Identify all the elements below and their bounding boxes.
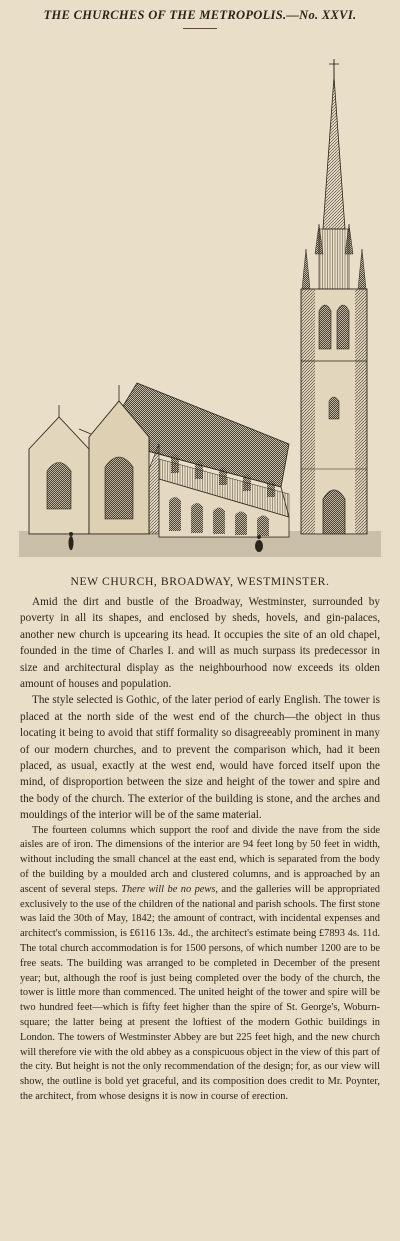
church-engraving: [19, 49, 381, 561]
spire: [302, 59, 366, 289]
article-paragraph-1: Amid the dirt and bustle of the Broadway, Westminster, surrounded by poverty in all its shapes, and enclosed by sheds, hovels, and gin-palaces, another new church is upcearing its head. It occupies the site of an old chapel, founded in the time of Charles I. and will as much surpass its predecessor in size and architectural display as the neighbourhood now exceeds its olden amount of houses and population.: [20, 596, 380, 691]
article-paragraph-3: [20, 824, 380, 1105]
article-paragraph-3-part-b: and the galleries will be appropriated exclusively to the use of the children of the national and parish schools. The first stone was laid the 30th of May, 1842; the amount of contract, with incidental expenses and architect's commission, is £6116 13s. 4d., the architect's estimate being £7893 4s. 11d. The total church accommodation is for 1500 persons, of which number 1200 are to be free seats. The building was arranged to be completed in December of the present year; but, although the roof is just being completed over the body of the church, the tower is little more than commenced. The united height of the tower and spire will be two hundred feet—which is fifty feet higher than the spire of St. George's, Woburn-square; the latter being at present the loftiest of the modern Gothic buildings in London. The towers of Westminster Abbey are but 225 feet high, and the new church will therefore vie with the old abbey as a conspicuous object in the view of this part of the city. But height is not the only recommendation of the design; for, as our view will show, the outline is bold yet graceful, and its composition does credit to Mr. Poynter, the architect, from whose designs it is now in course of erection.: [20, 883, 380, 1103]
article-paragraph-3-part-a: The fourteen columns which support the roof and divide the nave from the side aisles are of iron. The dimensions of the interior are 94 feet long by 50 feet in width, without including the small chancel at the east end, which is separated from the body of the building by a moulded arch and clustered columns, and is approached by an ascent of several steps.: [20, 824, 380, 895]
article-paragraph-3-emphasis: There will be no pews,: [121, 883, 218, 895]
running-title: THE CHURCHES OF THE METROPOLIS.—No. XXVI.: [43, 8, 357, 22]
tower: [301, 289, 367, 534]
article-paragraph-2: The style selected is Gothic, of the later period of early English. The tower is placed at the north side of the west end of the church—the object in thus locating it being to avoid that stiff formality so disagreeably prominent in many of our modern churches, and to prevent the comparison which, had it been placed, as usual, exactly at the west end, would have forced itself upon the mind, of disproportion between the size and height of the tower and spire and the body of the church. The exterior of the building is stone, and the arches and mouldings of the interior will be of the same material.: [20, 694, 380, 822]
church-illustration: [19, 49, 381, 561]
title-rule: [183, 28, 217, 29]
article-body: [20, 594, 380, 1105]
illustration-caption: NEW CHURCH, BROADWAY, WESTMINSTER.: [70, 575, 330, 588]
